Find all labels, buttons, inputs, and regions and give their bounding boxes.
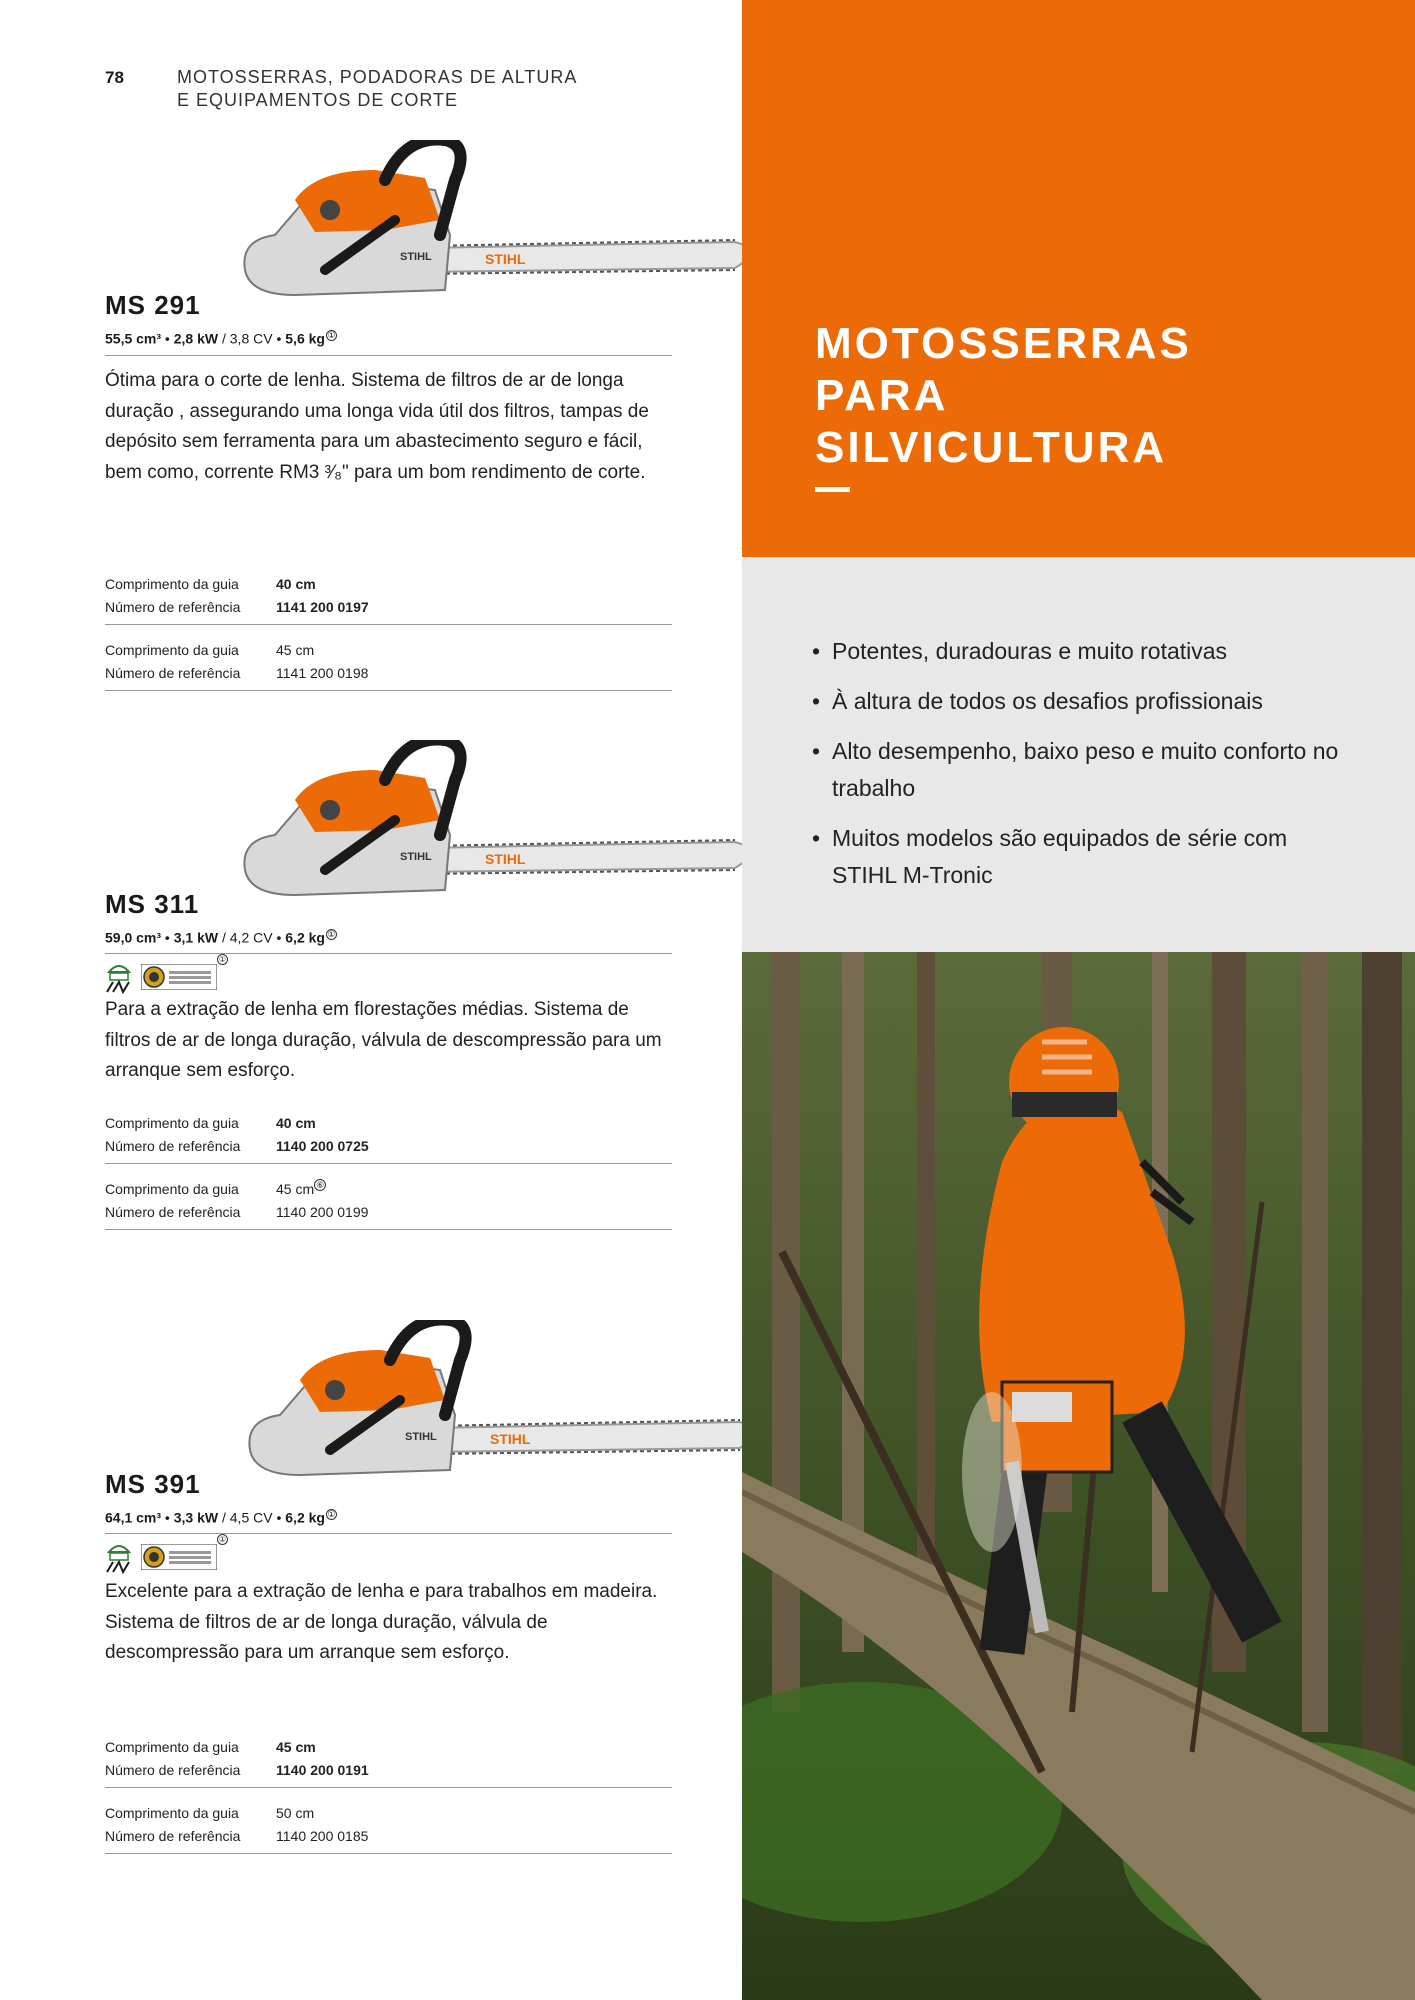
footnote-marker: ① — [327, 929, 336, 939]
guide-length-value: 45 cm — [276, 1739, 316, 1755]
guide-length-label: Comprimento da guia — [105, 642, 239, 658]
body-brand-text: STIHL — [405, 1431, 437, 1443]
certification-badges — [105, 1535, 227, 1574]
kwf-badge-icon — [105, 960, 133, 994]
divider — [105, 355, 672, 356]
badge-footnote-marker: ① — [218, 955, 227, 964]
spec-displacement: 59,0 cm³ — [105, 929, 162, 946]
spec-displacement: 64,1 cm³ — [105, 1509, 162, 1526]
bar-brand-text: STIHL — [490, 1431, 531, 1447]
quality-seal-icon — [141, 1544, 217, 1570]
spec-power-cv: 4,5 CV — [229, 1509, 273, 1526]
spec-weight: 5,6 kg — [285, 330, 325, 347]
page-number: 78 — [105, 68, 124, 87]
chainsaw-image-ms-291 — [235, 140, 775, 310]
section-header-line-1: MOTOSSERRAS, PODADORAS DE ALTURA — [177, 67, 578, 87]
guide-footnote-marker: ⑥ — [316, 1180, 325, 1191]
guide-length-value: 45 cm — [276, 642, 315, 658]
reference-label: Número de referência — [105, 1762, 241, 1778]
bar-brand-text: STIHL — [485, 251, 526, 267]
kwf-badge-icon — [105, 1540, 133, 1574]
spec-weight: 6,2 kg — [285, 1509, 325, 1526]
spec-displacement: 55,5 cm³ — [105, 330, 162, 347]
spec-power-cv: 4,2 CV — [229, 929, 273, 946]
hero-underline — [815, 487, 850, 492]
spec-weight: 6,2 kg — [285, 929, 325, 946]
spec-power-cv: 3,8 CV — [229, 330, 273, 347]
specs-line: 64,1 cm³ • 3,3 kW / 4,5 CV • 6,2 kg ① — [105, 1509, 336, 1526]
variant-table — [105, 1112, 672, 1244]
model-name: MS 291 — [105, 290, 201, 320]
product-description: Para a extração de lenha em florestações médias. Sistema de filtros de ar de longa duração, válvula de descompressão para um arranque sem esforço. — [105, 999, 662, 1081]
feature-list — [812, 633, 1352, 907]
badge-footnote-marker: ① — [218, 1535, 227, 1544]
reference-value: 1141 200 0198 — [276, 665, 369, 681]
guide-length-label: Comprimento da guia — [105, 1739, 239, 1755]
reference-label: Número de referência — [105, 599, 241, 615]
variant-row — [105, 1802, 672, 1854]
feature-item: • Muitos modelos são equipados de série com STIHL M-Tronic — [812, 820, 1352, 894]
reference-label: Número de referência — [105, 1204, 241, 1220]
divider — [105, 1533, 672, 1534]
body-brand-text: STIHL — [400, 851, 432, 863]
reference-value: 1140 200 0725 — [276, 1138, 369, 1154]
bar-brand-text: STIHL — [485, 851, 526, 867]
spec-power-kw: 3,3 kW — [173, 1509, 219, 1526]
guide-length-label: Comprimento da guia — [105, 1805, 239, 1821]
reference-value: 1140 200 0185 — [276, 1828, 369, 1844]
variant-row — [105, 573, 672, 625]
guide-length-value: 40 cm — [276, 576, 316, 592]
hero-title-line-3: SILVICULTURA — [815, 423, 1168, 472]
divider — [105, 953, 672, 954]
features-panel — [742, 557, 1415, 952]
model-name: MS 311 — [105, 889, 200, 919]
product-description: Excelente para a extração de lenha e para trabalhos em madeira. Sistema de filtros de ar de longa duração, válvula de descompressão para um arranque sem esforço. — [105, 1581, 658, 1663]
reference-value: 1140 200 0199 — [276, 1204, 369, 1220]
variant-row — [105, 639, 672, 691]
product-description: Ótima para o corte de lenha. Sistema de filtros de ar de longa duração , assegurando uma longa vida útil dos filtros, tampas de depósito sem ferramenta para um abastecimento seguro e fácil, bem como, corrente RM3 ³⁄₈" para um bom rendimento de corte. — [105, 370, 649, 483]
section-header — [177, 66, 577, 112]
certification-badges — [105, 955, 227, 994]
variant-table — [105, 1736, 672, 1868]
section-header-line-2: E EQUIPAMENTOS DE CORTE — [177, 90, 459, 110]
specs-line: 59,0 cm³ • 3,1 kW / 4,2 CV • 6,2 kg ① — [105, 929, 336, 946]
hero-title — [815, 318, 1192, 474]
body-brand-text: STIHL — [400, 251, 432, 263]
specs-line: 55,5 cm³ • 2,8 kW / 3,8 CV • 5,6 kg ① — [105, 330, 336, 347]
reference-value: 1141 200 0197 — [276, 599, 369, 615]
variant-table — [105, 573, 672, 705]
guide-length-label: Comprimento da guia — [105, 1115, 239, 1131]
hero-panel — [742, 0, 1415, 557]
feature-item: • Potentes, duradouras e muito rotativas — [812, 633, 1352, 670]
footnote-marker: ① — [327, 330, 336, 340]
forestry-worker-photo — [742, 952, 1415, 2000]
reference-value: 1140 200 0191 — [276, 1762, 369, 1778]
spec-power-kw: 2,8 kW — [173, 330, 219, 347]
quality-seal-icon — [141, 964, 217, 990]
hero-title-line-1: MOTOSSERRAS — [815, 319, 1192, 368]
reference-label: Número de referência — [105, 665, 241, 681]
guide-length-value: 40 cm — [276, 1115, 316, 1131]
chainsaw-image-ms-311 — [235, 740, 775, 910]
guide-length-label: Comprimento da guia — [105, 576, 239, 592]
guide-length-value: 45 cm ⑥ — [276, 1180, 325, 1197]
variant-row — [105, 1736, 672, 1788]
variant-row — [105, 1178, 672, 1230]
variant-row — [105, 1112, 672, 1164]
guide-length-value: 50 cm — [276, 1805, 315, 1821]
footnote-marker: ① — [327, 1509, 336, 1519]
reference-label: Número de referência — [105, 1828, 241, 1844]
chainsaw-image-ms-391 — [240, 1320, 780, 1490]
hero-title-line-2: PARA — [815, 371, 949, 420]
model-name: MS 391 — [105, 1469, 201, 1499]
feature-item: • Alto desempenho, baixo peso e muito conforto no trabalho — [812, 733, 1352, 807]
guide-length-label: Comprimento da guia — [105, 1181, 239, 1197]
spec-power-kw: 3,1 kW — [173, 929, 219, 946]
reference-label: Número de referência — [105, 1138, 241, 1154]
feature-item: • À altura de todos os desafios profissionais — [812, 683, 1352, 720]
